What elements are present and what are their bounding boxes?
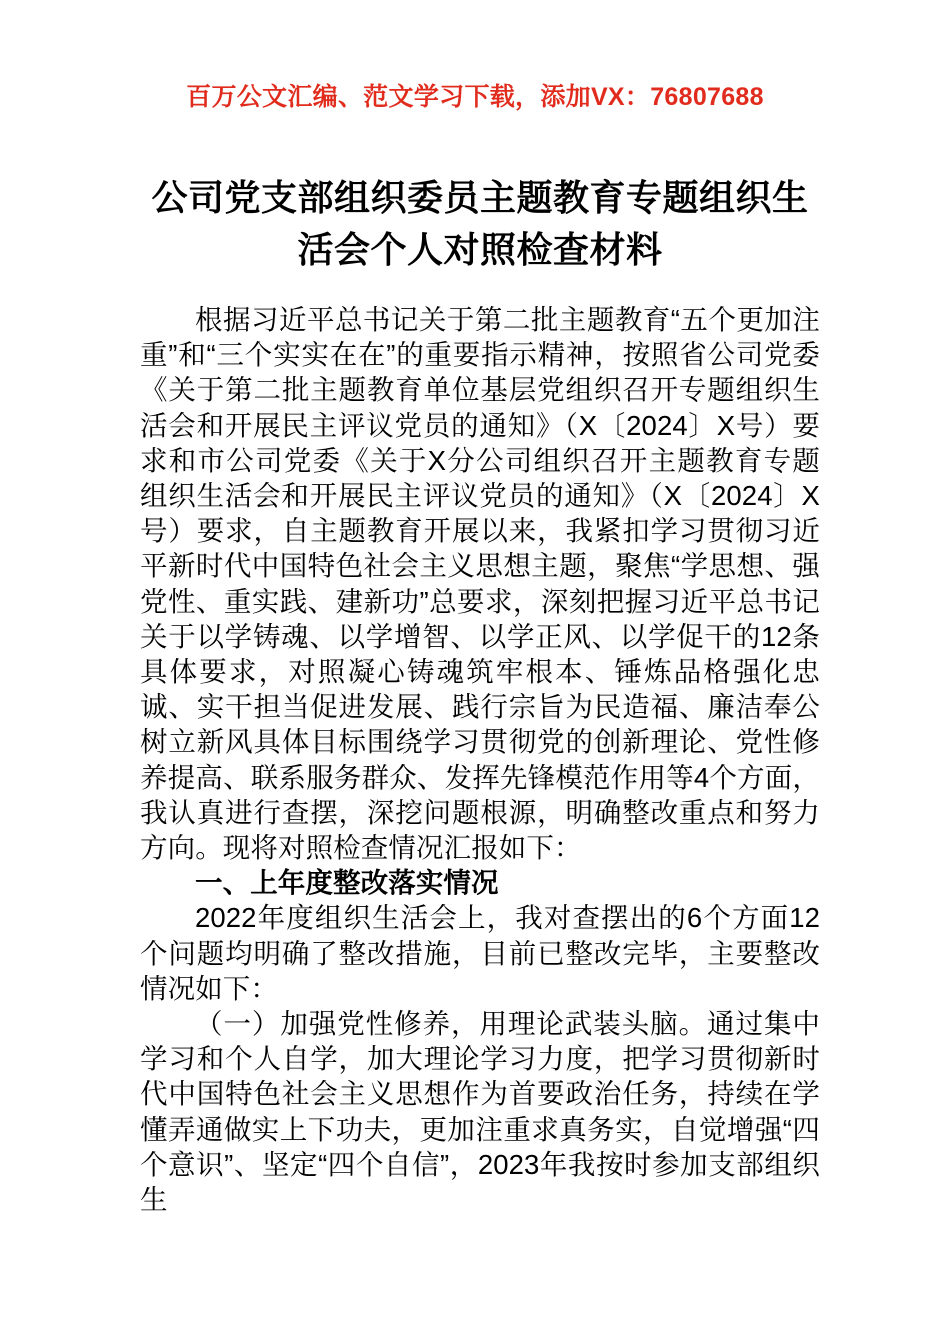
document-body [140, 302, 820, 1217]
body-paragraph: 2022年度组织生活会上，我对查摆出的6个方面12个问题均明确了整改措施，目前已整改完毕，主要整改情况如下： [140, 902, 820, 1004]
body-paragraph: （一）加强党性修养，用理论武装头脑。通过集中学习和个人自学，加大理论学习力度，把学习贯彻新时代中国特色社会主义思想作为首要政治任务，持续在学懂弄通做实上下功夫，更加注重求真务实，自觉增强“四个意识”、坚定“四个自信”，2023年我按时参加支部组织生 [140, 1008, 820, 1216]
section-heading: 一、上年度整改落实情况 [195, 867, 499, 899]
body-paragraph: 根据习近平总书记关于第二批主题教育“五个更加注重”和“三个实实在在”的重要指示精神，按照省公司党委《关于第二批主题教育单位基层党组织召开专题组织生活会和开展民主评议党员的通知》（X〔2024〕X号）要求和市公司党委《关于X分公司组织召开主题教育专题组织生活会和开展民主评议党员的通知》（X〔2024〕X号）要求，自主题教育开展以来，我紧扣学习贯彻习近平新时代中国特色社会主义思想主题，聚焦“学思想、强党性、重实践、建新功”总要求，深刻把握习近平总书记关于以学铸魂、以学增智、以学正风、以学促干的12条具体要求，对照凝心铸魂筑牢根本、锤炼品格强化忠诚、实干担当促进发展、践行宗旨为民造福、廉洁奉公树立新风具体目标围绕学习贯彻党的创新理论、党性修养提高、联系服务群众、发挥先锋模范作用等4个方面，我认真进行查摆，深挖问题根源，明确整改重点和努力方向。现将对照检查情况汇报如下： [140, 304, 820, 864]
promo-banner-text: 百万公文汇编、范文学习下载，添加VX：76807688 [186, 83, 764, 111]
document-title: 公司党支部组织委员主题教育专题组织生活会个人对照检查材料 [151, 177, 809, 270]
promo-banner [0, 80, 950, 114]
document-content [140, 172, 820, 1217]
